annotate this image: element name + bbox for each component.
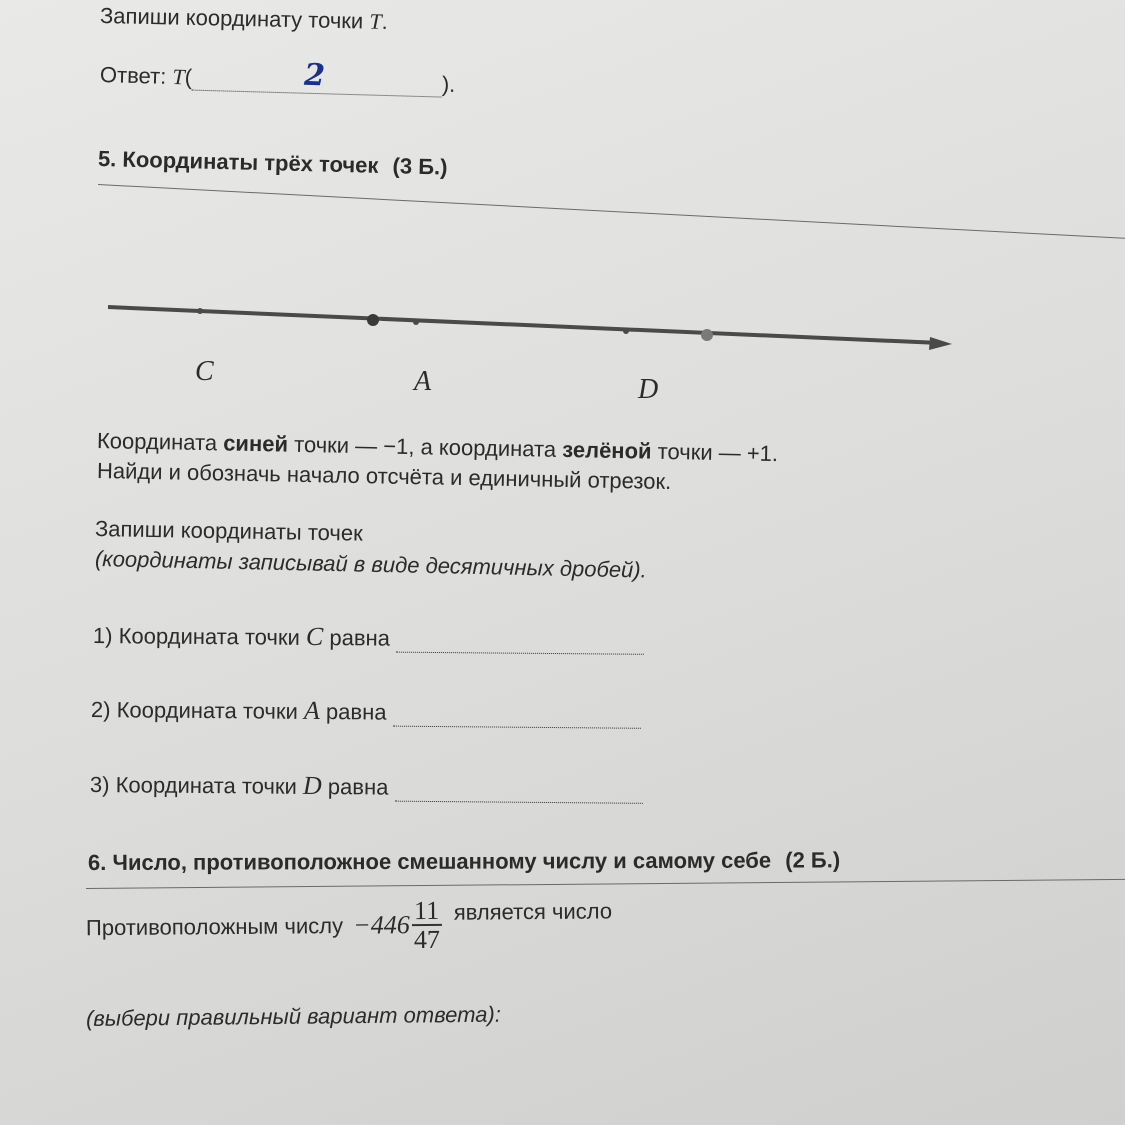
task6-question-end: является число [453, 898, 613, 926]
task6-fraction-denominator: 47 [413, 925, 441, 955]
q3-answer-blank[interactable] [394, 800, 642, 804]
label-a: A [414, 366, 432, 397]
q3-var: D [302, 770, 322, 801]
q2-answer-blank[interactable] [393, 725, 641, 729]
task6-choose-instruction: (выбери правильный вариант ответа): [85, 1001, 502, 1031]
tick-a [413, 319, 419, 325]
top-instruction [100, 3, 388, 35]
number-line-axis [108, 307, 940, 343]
q2-equals: равна [325, 699, 387, 725]
task5-instruction-line1: Запиши координаты точек [94, 516, 363, 546]
task6-question-text: Противоположным числу [85, 913, 344, 941]
q1-var: C [305, 621, 324, 652]
task6-heading [88, 847, 840, 876]
task6-divider [86, 879, 1125, 889]
label-c: C [195, 356, 214, 387]
answer-blank[interactable] [192, 57, 442, 98]
answer-label: Ответ: [99, 62, 167, 89]
desc-part-e: точки — +1. [657, 438, 779, 467]
tick-d [623, 328, 629, 334]
top-instruction-text: Запиши координату точки [99, 2, 364, 34]
q3-equals: равна [327, 774, 389, 800]
top-var-t: T [369, 8, 382, 34]
desc-part-a: Координата [96, 428, 218, 456]
q3-text: 3) Координата точки [89, 772, 297, 799]
task6-question [86, 895, 613, 956]
question-2 [91, 694, 641, 729]
task5-instruction-line2: (координаты записывай в виде десятичных дробей). [94, 546, 648, 583]
answer-close-paren: ). [441, 71, 456, 97]
green-point [701, 329, 713, 341]
answer-open-paren: ( [184, 64, 193, 90]
task5-title: 5. Координаты трёх точек [97, 146, 379, 178]
label-d: D [638, 374, 659, 405]
task5-description-line2: Найди и обозначь начало отсчёта и единичный отрезок. [96, 458, 672, 495]
q2-var: A [303, 695, 320, 725]
task5-points: (3 Б.) [392, 153, 448, 180]
q1-equals: равна [329, 625, 391, 651]
blue-point [367, 314, 379, 326]
top-period: . [381, 8, 389, 35]
answer-handwritten-value: 2 [303, 57, 326, 94]
desc-green-word: зелёной [561, 436, 652, 464]
q1-text: 1) Координата точки [92, 623, 300, 650]
desc-blue-word: синей [222, 430, 289, 457]
answer-row [99, 57, 456, 98]
task5-heading [98, 146, 448, 181]
task5-divider [98, 184, 1125, 239]
desc-part-c: точки — −1, а координата [293, 431, 557, 462]
task6-points: (2 Б.) [785, 847, 841, 873]
question-1 [93, 620, 644, 655]
tick-c [197, 308, 203, 314]
number-line-arrowhead [929, 337, 952, 350]
task6-fraction [412, 897, 442, 954]
q2-text: 2) Координата точки [90, 697, 298, 724]
task6-fraction-numerator: 11 [412, 897, 442, 927]
answer-var: T [172, 64, 186, 90]
task6-number-whole: −446 [353, 910, 410, 940]
task6-title: 6. Число, противоположное смешанному числу и самому себе [87, 847, 772, 875]
question-3 [90, 769, 643, 804]
